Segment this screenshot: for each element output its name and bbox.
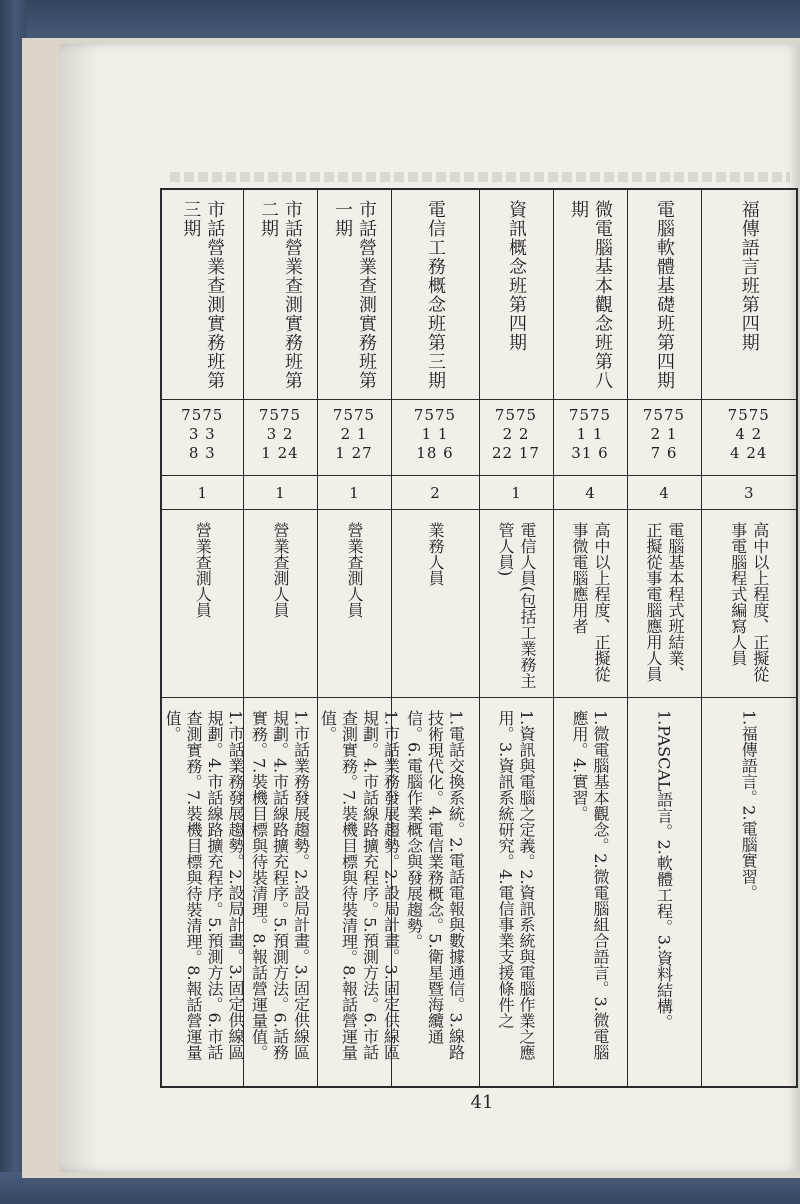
title-row: [161, 189, 797, 399]
date-code: 7575 2 1 1 27: [332, 405, 376, 462]
target-audience: 營業查測人員: [271, 521, 290, 618]
course-table: [160, 188, 798, 1088]
course-content: 1.市話業務發展趨勢。2.設局計畫。3.固定供線區規劃。4.市話線路擴充程序。5.預測方法。6.市話查測實務。7.裝機目標與待裝清理。8.報話營運量值。: [163, 709, 245, 1061]
course-title: 市話營業查測實務班第二期: [258, 200, 303, 390]
date-code: 7575 3 3 8 3: [181, 405, 224, 462]
content-row: [161, 697, 797, 1087]
course-content: 1.資訊與電腦之定義。2.資訊系統與電腦作業之應用。3.資訊系統研究。4.電信事業支援條件之: [496, 709, 536, 1061]
session-count: 3: [743, 483, 754, 502]
date-code: 7575 3 2 1 24: [258, 405, 302, 462]
date-code: 7575 1 1 18 6: [413, 405, 457, 462]
session-count: 1: [349, 483, 359, 502]
date-code: 7575 1 1 31 6: [568, 405, 612, 462]
course-content: 1.微電腦基本觀念。2.微電腦組合語言。3.微電腦應用。4.實習。: [570, 709, 610, 1060]
course-title: 資訊概念班第四期: [506, 200, 527, 352]
course-content: 1.電話交換系統。2.電話電報與數據通信。3.線路技術現代化。4.電信業務概念。5.衛星暨海纜通信。6.電腦作業概念與發展趨勢。: [404, 709, 466, 1060]
session-count: 2: [430, 483, 440, 502]
course-title: 市話營業查測實務班第一期: [332, 200, 377, 390]
session-count: 1: [275, 483, 285, 502]
target-audience: 高中以上程度、正擬從事微電腦應用者: [570, 521, 611, 682]
course-content: 1.市話業務發展趨勢。2.設局計畫。3.固定供線區規劃。4.市話線路擴充程序。5.預測方法。6.話務實務。7.裝機目標與待裝清理。8.報話營運量值。: [249, 709, 311, 1061]
date-code: 7575 2 1 7 6: [642, 405, 686, 462]
show-through-text: [170, 172, 790, 182]
target-audience: 營業查測人員: [193, 521, 213, 618]
course-title: 福傳語言班第四期: [738, 200, 760, 352]
target-audience: 業務人員: [426, 521, 445, 586]
course-title: 市話營業查測實務班第三期: [180, 200, 226, 390]
date-code: 7575 2 2 22 17: [492, 405, 540, 462]
target-row: [161, 509, 797, 697]
session-count: 4: [585, 483, 595, 502]
page-number: 41: [470, 1092, 494, 1113]
course-title: 電信工務概念班第三期: [425, 200, 446, 390]
course-title: 電腦軟體基礎班第四期: [654, 200, 675, 390]
course-title: 微電腦基本觀念班第八期: [568, 200, 613, 390]
date-code-row: [161, 399, 797, 475]
target-audience: 電腦基本程式班結業、正擬從事電腦應用人員: [644, 521, 685, 682]
course-content: 1.市話業務發展趨勢。2.設局計畫。3.固定供線區規劃。4.市話線路擴充程序。5.預測方法。6.市話查測實務。7.裝機目標與待裝清理。8.報話營運量值。: [318, 709, 401, 1061]
course-content: 1.PASCAL語言。2.軟體工程。3.資料結構。: [654, 709, 674, 1030]
count-row: [161, 475, 797, 509]
target-audience: 電信人員(包括工業務主管人員): [496, 521, 537, 688]
date-code: 7575 4 2 4 24: [727, 405, 770, 462]
session-count: 1: [511, 483, 521, 502]
target-audience: 高中以上程度、正擬從事電腦程式編寫人員: [728, 521, 770, 682]
course-content: 1.福傳語言。2.電腦實習。: [739, 709, 759, 901]
page-gutter-shadow: [60, 44, 100, 1172]
session-count: 4: [659, 483, 669, 502]
session-count: 1: [197, 483, 208, 502]
target-audience: 營業查測人員: [345, 521, 364, 618]
